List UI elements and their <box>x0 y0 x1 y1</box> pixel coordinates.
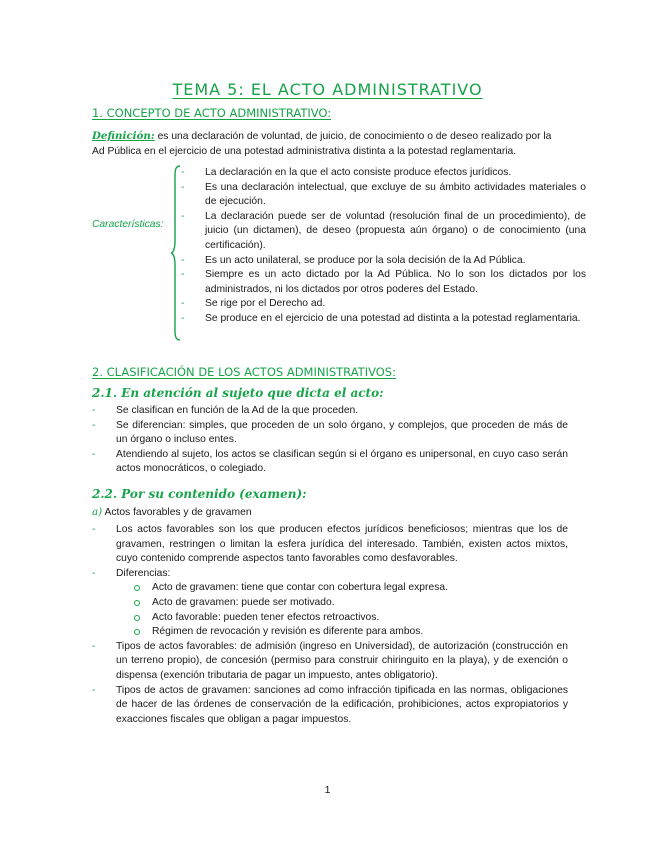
list-item: - Es una declaración intelectual, que excluye de su ámbito actividades materiales o de ejecución. <box>181 181 586 210</box>
differences-list <box>134 581 568 639</box>
list-item: Acto de gravamen: tiene que contar con cobertura legal expresa. <box>134 581 568 596</box>
section-2-heading: 2. CLASIFICACIÓN DE LOS ACTOS ADMINISTRATIVOS: <box>92 365 396 379</box>
point-a-label: Actos favorables y de gravamen <box>104 507 252 518</box>
list-item: - Tipos de actos de gravamen: sanciones ad como infracción tipificada en las normas, obligaciones de hacer de las órdenes de conservación de la edificación, prohibiciones, actos expropiatorios y exacciones fiscales que obligan a pagar impuestos. <box>92 684 568 728</box>
page-title: TEMA 5: EL ACTO ADMINISTRATIVO <box>172 80 483 99</box>
list-item: Acto de gravamen: puede ser motivado. <box>134 596 568 611</box>
subsection-2-2-heading: 2.2. Por su contenido (examen): <box>92 487 307 501</box>
subsection-2-2-list <box>92 523 568 727</box>
point-a-letter: a) <box>92 506 103 518</box>
definition-label: Definición: <box>92 130 155 142</box>
list-item <box>92 567 568 640</box>
definition-text-line2: Ad Pública en el ejercicio de una potestad administrativa distinta a la potestad reglamentaria. <box>92 145 517 157</box>
list-item: - Tipos de actos favorables: de admisión (ingreso en Universidad), de autorización (construcción en un terreno propio), de concesión (permiso para construir chiringuito en la playa), y de exención o dispensa (exención tributaria de pagar un impuesto, antes obligatorio). <box>92 640 568 684</box>
subsection-2-1-list <box>92 404 568 477</box>
list-item: - La declaración puede ser de voluntad (resolución final de un procedimiento), de juicio (un dictamen), de deseo (propuesta aún órgano) o de conocimiento (una certificación). <box>181 210 586 254</box>
section-1-heading: 1. CONCEPTO DE ACTO ADMINISTRATIVO: <box>92 106 332 120</box>
characteristics-label: Características: <box>92 219 164 230</box>
definition-paragraph <box>92 129 570 159</box>
list-item: - Es un acto unilateral, se produce por la sola decisión de la Ad Pública. <box>181 254 586 269</box>
list-item: - Siempre es un acto dictado por la Ad Pública. No lo son los dictados por los administrados, ni los dictados por otros poderes del Estado. <box>181 268 586 297</box>
characteristics-list <box>181 166 586 327</box>
list-item: - Se clasifican en función de la Ad de la que proceden. <box>92 404 568 419</box>
page-number: 1 <box>324 784 331 796</box>
list-item: - Los actos favorables son los que producen efectos jurídicos beneficiosos; mientras que los de gravamen, restringen o limitan la esfera jurídica del interesado. También, existen actos mixtos, cuyo contenido comprende aspectos tanto favorables como desfavorables. <box>92 523 568 567</box>
list-item: - Se diferencian: simples, que proceden de un solo órgano, y complejos, que proceden de más de un órgano o incluso entes. <box>92 419 568 448</box>
point-a-heading <box>92 506 252 518</box>
list-item: Acto favorable: pueden tener efectos retroactivos. <box>134 611 568 626</box>
definition-text-line1: es una declaración de voluntad, de juicio, de conocimiento o de deseo realizado por la <box>157 131 552 142</box>
subsection-2-1-heading: 2.1. En atención al sujeto que dicta el acto: <box>92 386 384 400</box>
list-item: Régimen de revocación y revisión es diferente para ambos. <box>134 625 568 640</box>
list-item: - La declaración en la que el acto consiste produce efectos jurídicos. <box>181 166 586 181</box>
differences-label: Diferencias: <box>116 567 171 579</box>
list-item: - Se rige por el Derecho ad. <box>181 297 586 312</box>
list-item: - Atendiendo al sujeto, los actos se clasifican según si el órgano es unipersonal, en cuyo caso serán actos monocráticos, o colegiado. <box>92 448 568 477</box>
list-item: - Se produce en el ejercicio de una potestad ad distinta a la potestad reglamentaria. <box>181 312 586 327</box>
